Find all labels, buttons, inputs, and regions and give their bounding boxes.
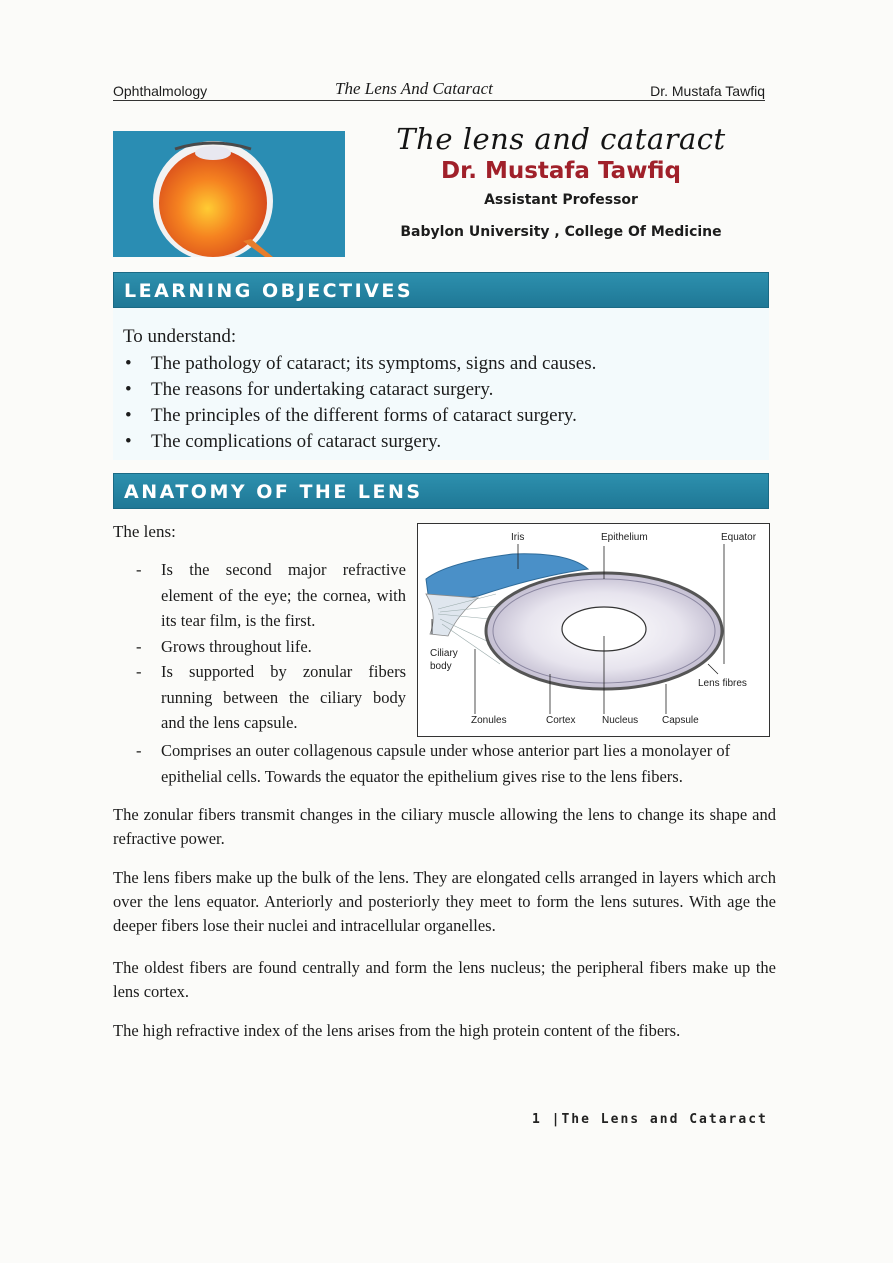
objectives-list [123,353,596,457]
title-block [352,122,770,240]
figure-label-capsule: Capsule [662,715,699,726]
lens-anatomy-figure [417,523,770,737]
page-footer [532,1112,768,1127]
list-item: - Grows throughout life. [136,634,406,660]
footer-separator: | [551,1112,562,1127]
header-subject: Ophthalmology [113,83,208,99]
paragraph: The zonular fibers transmit changes in the ciliary muscle allowing the lens to change its shape and refractive power. [113,805,776,848]
figure-label-equator: Equator [721,532,757,543]
lens-diagram-icon [418,524,771,738]
list-item: - Is supported by zonular fibers running between the ciliary body and the lens capsule. [136,659,406,736]
author-name: Dr. Mustafa Tawfiq [441,158,681,184]
header-author: Dr. Mustafa Tawfiq [650,83,765,99]
list-item: • The principles of the different forms of cataract surgery. [123,405,596,431]
header-title: The Lens And Cataract [335,79,493,98]
eye-cross-section-icon [113,131,345,257]
figure-label-nucleus: Nucleus [602,715,639,726]
author-role: Assistant Professor [484,192,638,208]
list-item: • The complications of cataract surgery. [123,431,596,457]
list-item: - Comprises an outer collagenous capsule under whose anterior part lies a monolayer of epithelial cells. Towards the equator the epithelium gives rise to the lens fibers. [136,738,776,790]
figure-label-zonules: Zonules [471,715,507,726]
objectives-box [113,308,769,460]
institution: Babylon University , College Of Medicine [400,224,722,240]
paragraph: The oldest fibers are found centrally and form the lens nucleus; the peripheral fibers make up the lens cortex. [113,958,776,1001]
paragraph: The high refractive index of the lens arises from the high protein content of the fibers. [113,1021,681,1040]
footer-title: The Lens and Cataract [561,1112,768,1127]
list-item: • The pathology of cataract; its symptoms, signs and causes. [123,353,596,379]
list-item: • The reasons for undertaking cataract surgery. [123,379,596,405]
anatomy-list [136,557,406,736]
section-heading-objectives: LEARNING OBJECTIVES [113,272,769,308]
paragraph: The lens fibers make up the bulk of the lens. They are elongated cells arranged in layers which arch over the lens equator. Anteriorly and posteriorly they meet to form the lens sutures. With age the deeper fibers lose their nuclei and intracellular organelles. [113,868,776,935]
figure-label-iris: Iris [511,532,525,543]
figure-label-epithelium: Epithelium [601,532,648,543]
figure-label-cortex: Cortex [546,715,576,726]
anatomy-list-continued [136,738,776,790]
list-item: - Is the second major refractive element of the eye; the cornea, with its tear film, is the first. [136,557,406,634]
figure-label-lens-fibres: Lens fibres [698,678,747,689]
running-header [113,80,765,101]
figure-label-ciliary: Ciliary [430,648,458,659]
document-title: The lens and cataract [396,122,726,156]
section-heading-anatomy: ANATOMY OF THE LENS [113,473,769,509]
eye-illustration [113,131,345,257]
anatomy-lead: The lens: [113,522,176,541]
page-number: 1 [532,1112,542,1127]
figure-label-ciliary-body: body [430,661,452,672]
objectives-lead: To understand: [123,326,237,347]
